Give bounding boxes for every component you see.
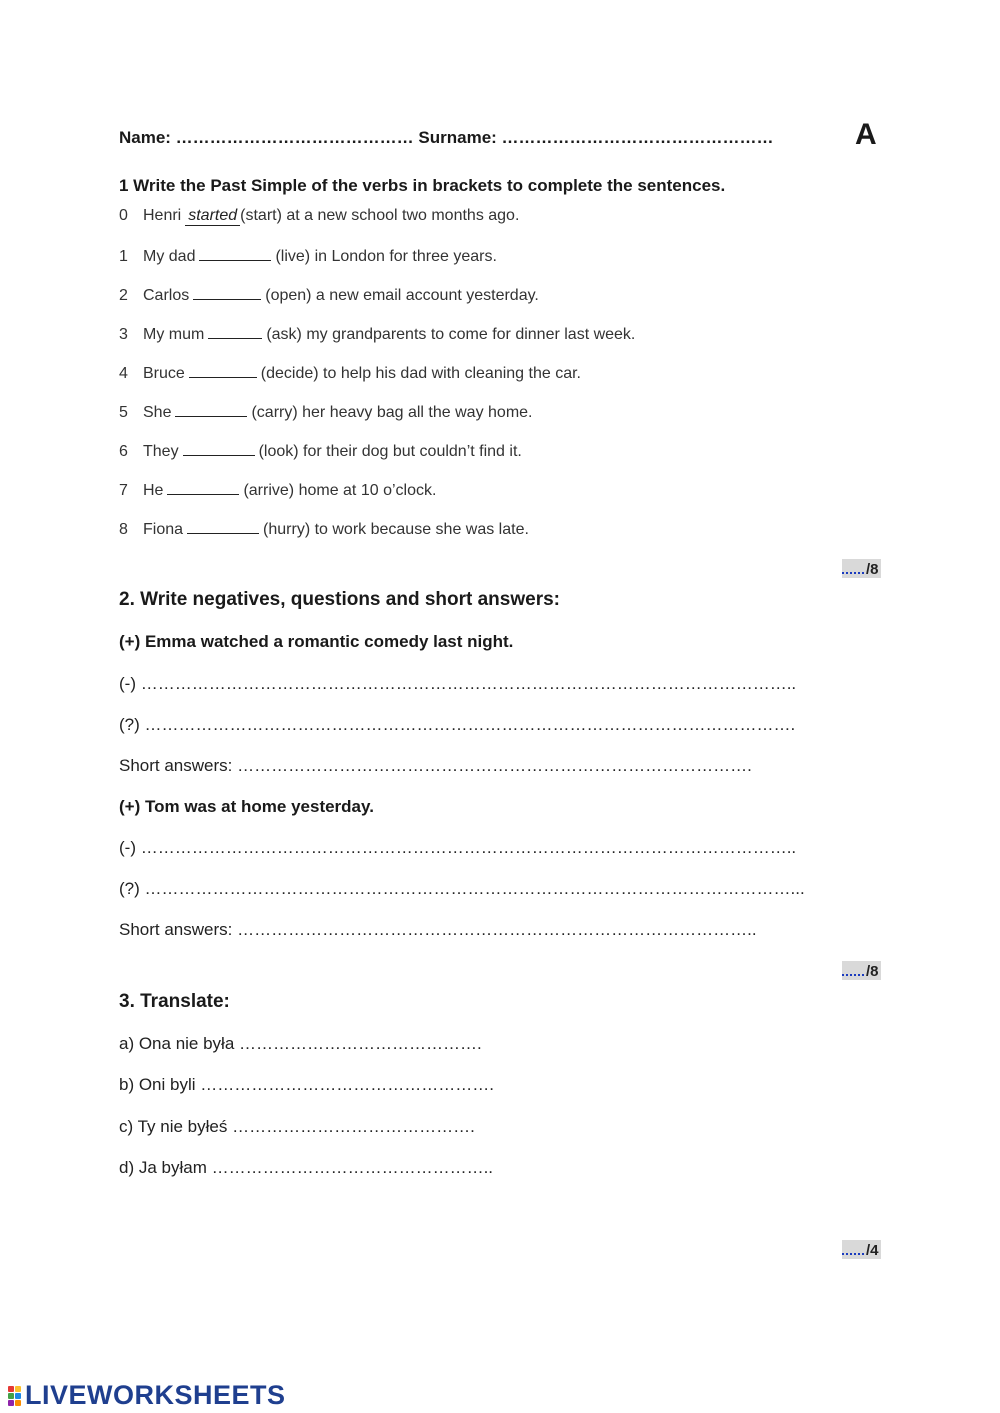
name-surname-line: Name: …………………………………… Surname: ………………………………………… [119,128,774,147]
question-answer-line-1[interactable]: (?) ……………………………………………………………………………………………………. [119,715,796,734]
logo-block [8,1386,14,1392]
short-answers-line-2[interactable]: Short answers: ……………………………………………………………………………….. [119,920,757,939]
item-subject: My dad [143,248,196,265]
answer-blank[interactable] [208,324,262,339]
version-letter: A [855,118,877,151]
item-subject: He [143,482,164,499]
answer-blank[interactable] [187,519,259,534]
item-number: 2 [119,287,128,304]
exercise-item [119,441,522,461]
logo-block [15,1386,21,1392]
item-subject: Fiona [143,521,184,538]
item-number: 7 [119,482,128,499]
prompt-sentence-1: (+) Emma watched a romantic comedy last night. [119,632,514,651]
item-number: 6 [119,443,128,460]
item-number: 1 [119,248,128,265]
item-number: 8 [119,521,128,538]
answer-blank[interactable] [199,246,271,261]
answer-blank[interactable] [193,285,261,300]
score-input[interactable] [842,961,864,976]
item-number: 3 [119,326,128,343]
item-rest: (arrive) home at 10 o’clock. [243,482,437,499]
item-rest: (live) in London for three years. [275,248,497,265]
logo-block [8,1393,14,1399]
example-item [119,207,519,226]
logo-block [15,1393,21,1399]
prompt-sentence-2: (+) Tom was at home yesterday. [119,797,374,816]
logo-block [8,1400,14,1406]
item-rest: (carry) her heavy bag all the way home. [251,404,533,421]
short-answers-line-1[interactable]: Short answers: ………………………………………………………………………………. [119,756,752,775]
section2-score [842,961,881,980]
score-max: /4 [866,1242,879,1259]
item-subject: My mum [143,326,205,343]
translate-line-a[interactable]: a) Ona nie była ……………………………………. [119,1034,482,1053]
score-max: /8 [866,963,879,980]
section1-score [842,559,881,578]
item-subject: Bruce [143,365,185,382]
item-subject: Carlos [143,287,190,304]
section1-title: 1 Write the Past Simple of the verbs in brackets to complete the sentences. [119,176,726,195]
answer-blank[interactable] [189,363,257,378]
exercise-item [119,285,539,305]
item-subject: Henri [143,207,182,224]
exercise-item [119,246,497,266]
example-answer: started [185,207,240,226]
exercise-item [119,519,529,539]
item-subject: She [143,404,172,421]
section2-title: 2. Write negatives, questions and short answers: [119,589,560,610]
negative-answer-line-1[interactable]: (-) …………………………………………………………………………………………………….. [119,674,797,693]
item-number: 5 [119,404,128,421]
item-rest: (start) at a new school two months ago. [240,207,520,224]
logo-block [15,1400,21,1406]
answer-blank[interactable] [175,402,247,417]
score-input[interactable] [842,1240,864,1255]
item-rest: (open) a new email account yesterday. [265,287,539,304]
score-max: /8 [866,561,879,578]
liveworksheets-logo[interactable] [8,1380,286,1411]
item-number: 4 [119,365,128,382]
translate-line-d[interactable]: d) Ja byłam ………………………………………….. [119,1158,494,1177]
question-answer-line-2[interactable]: (?) ……………………………………………………………………………………………………... [119,879,805,898]
exercise-item [119,363,581,383]
exercise-item [119,480,436,500]
item-rest: (ask) my grandparents to come for dinner last week. [266,326,636,343]
item-rest: (look) for their dog but couldn’t find it. [258,443,522,460]
exercise-item [119,402,532,422]
item-subject: They [143,443,179,460]
answer-blank[interactable] [167,480,239,495]
item-rest: (hurry) to work because she was late. [263,521,529,538]
section3-title: 3. Translate: [119,991,230,1012]
exercise-item [119,324,635,344]
answer-blank[interactable] [183,441,255,456]
translate-line-b[interactable]: b) Oni byli ……………………………………………. [119,1075,494,1094]
translate-line-c[interactable]: c) Ty nie byłeś ……………………………………. [119,1117,475,1136]
item-rest: (decide) to help his dad with cleaning the car. [260,365,581,382]
logo-blocks-icon [8,1386,21,1406]
negative-answer-line-2[interactable]: (-) …………………………………………………………………………………………………….. [119,838,797,857]
score-input[interactable] [842,559,864,574]
item-number: 0 [119,207,128,224]
section3-score [842,1240,881,1259]
brand-name: LIVEWORKSHEETS [25,1380,286,1410]
